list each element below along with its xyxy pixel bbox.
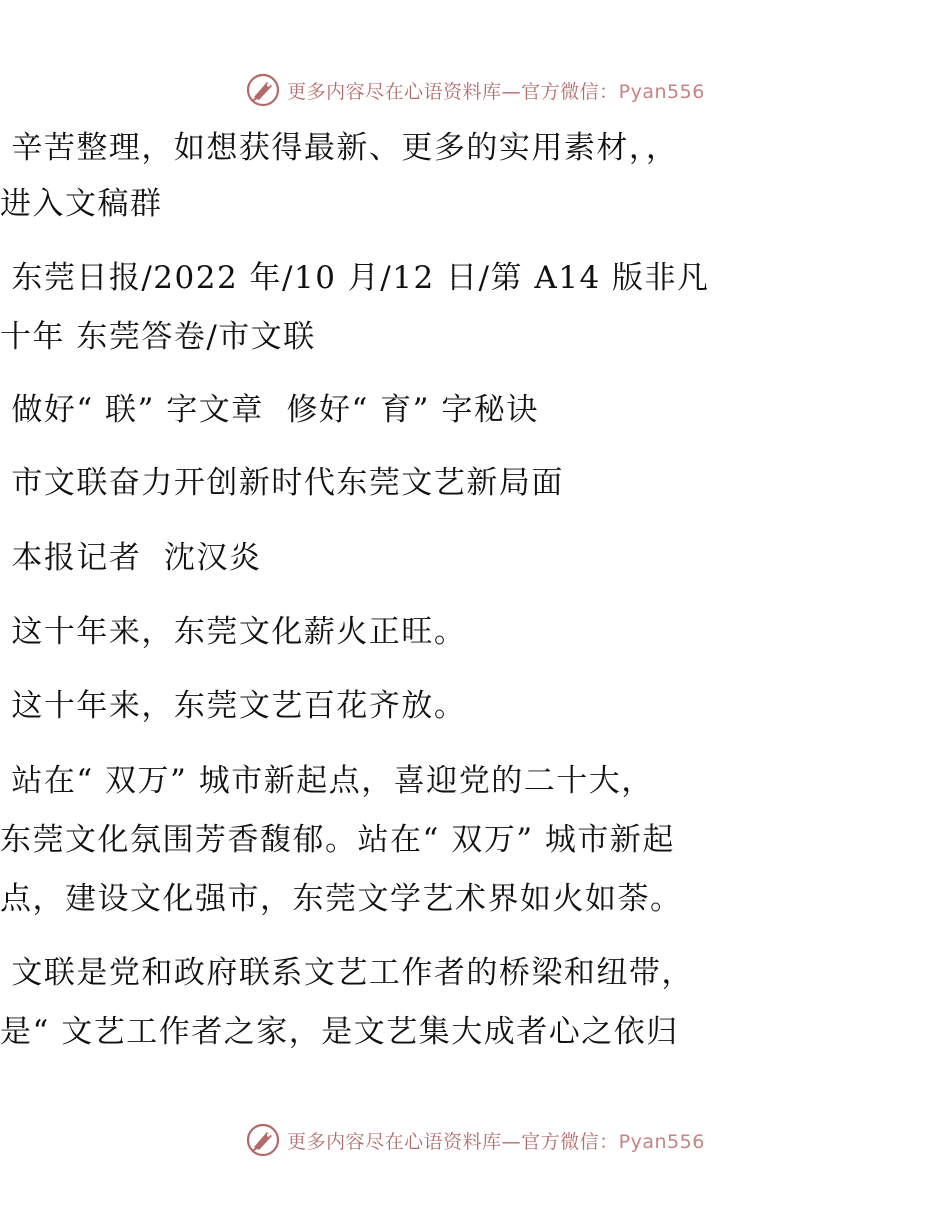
pen-nib-seal-icon (245, 1122, 281, 1158)
watermark-site-text: 更多内容尽在心语资料库—官方微信： (287, 80, 619, 103)
watermark-text (287, 77, 705, 104)
body-line-4: 十年 东莞答卷/市文联 (0, 319, 316, 355)
watermark-text (287, 1127, 705, 1154)
watermark-wechat-id: Pyan556 (618, 1130, 705, 1153)
body-line-9: 这十年来，东莞文艺百花齐放。 (0, 688, 467, 724)
watermark-site-text: 更多内容尽在心语资料库—官方微信： (287, 1130, 619, 1153)
headline: 做好“ 联” 字文章 修好“ 育” 字秘诀 (0, 392, 539, 428)
pen-nib-seal-icon (245, 72, 281, 108)
watermark-wechat-id: Pyan556 (618, 80, 705, 103)
body-line-14: 是“ 文艺工作者之家，是文艺集大成者心之依归 (0, 1014, 679, 1050)
body-line-2: 进入文稿群 (0, 186, 163, 222)
footer-watermark (0, 1120, 950, 1160)
byline: 本报记者 沈汉炎 (0, 540, 262, 576)
body-line-12: 点，建设文化强市，东莞文学艺术界如火如荼。 (0, 881, 683, 917)
header-watermark (0, 70, 950, 110)
body-line-10: 站在“ 双万” 城市新起点，喜迎党的二十大， (0, 763, 654, 799)
body-line-13: 文联是党和政府联系文艺工作者的桥梁和纽带， (0, 955, 694, 991)
body-line-1: 辛苦整理，如想获得最新、更多的实用素材，， (0, 130, 679, 166)
body-line-8: 这十年来，东莞文化薪火正旺。 (0, 614, 467, 650)
body-line-3: 东莞日报/2022 年/10 月/12 日/第 A14 版非凡 (0, 260, 710, 296)
body-line-11: 东莞文化氛围芳香馥郁。站在“ 双万” 城市新起 (0, 822, 675, 858)
subheadline: 市文联奋力开创新时代东莞文艺新局面 (0, 465, 564, 501)
